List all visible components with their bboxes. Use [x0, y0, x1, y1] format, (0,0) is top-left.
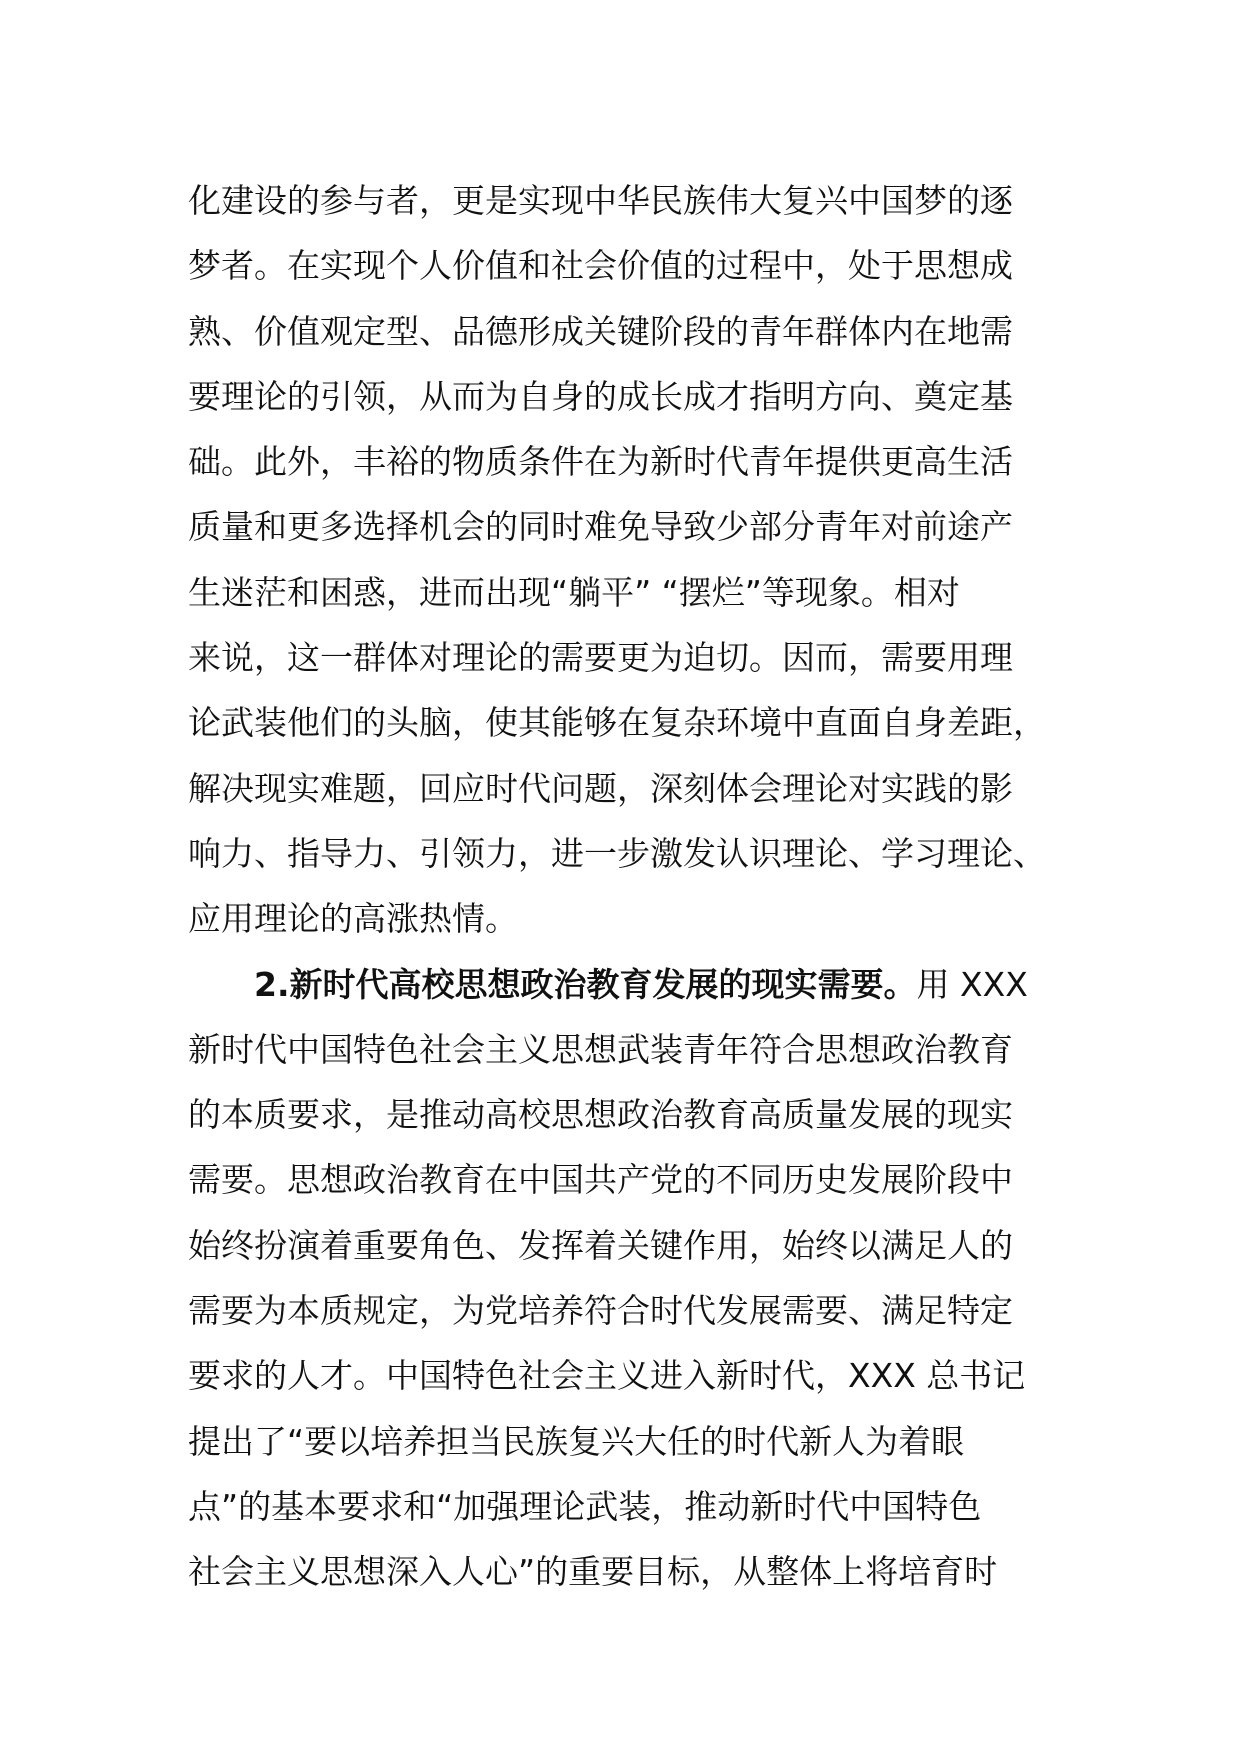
paragraph-2 — [188, 952, 1068, 1605]
text-line: 论武装他们的头脑，使其能够在复杂环境中直面自身差距， — [188, 703, 1046, 743]
text-line: 质量和更多选择机会的同时难免导致少部分青年对前途产 — [188, 507, 1013, 547]
text-line: 化建设的参与者，更是实现中华民族伟大复兴中国梦的逐 — [188, 181, 1013, 220]
text-line: 熟、价值观定型、品德形成关键阶段的青年群体内在地需 — [188, 311, 1013, 351]
text-line: 的本质要求，是推动高校思想政治教育高质量发展的现实 — [188, 1095, 1013, 1135]
text-line: 始终扮演着重要角色、发挥着关键作用，始终以满足人的 — [188, 1225, 1013, 1265]
text-line: 新时代中国特色社会主义思想武装青年符合思想政治教育 — [188, 1029, 1013, 1069]
text-line: 要理论的引领，从而为自身的成长成才指明方向、奠定基 — [188, 376, 1013, 416]
text-line: 要求的人才。中国特色社会主义进入新时代，XXX 总书记 — [188, 1356, 1026, 1396]
section-heading: 2.新时代高校思想政治教育发展的现实需要。 — [254, 964, 917, 1004]
text-line: 社会主义思想深入人心”的重要目标，从整体上将培育时 — [188, 1552, 998, 1592]
text-line: 础。此外，丰裕的物质条件在为新时代青年提供更高生活 — [188, 442, 1013, 482]
text-line: 解决现实难题，回应时代问题，深刻体会理论对实践的影 — [188, 768, 1013, 808]
text-line: 应用理论的高涨热情。 — [188, 899, 518, 939]
text-line: 需要。思想政治教育在中国共产党的不同历史发展阶段中 — [188, 1160, 1013, 1200]
body-text — [188, 168, 1068, 1605]
text-line: 提出了“要以培养担当民族复兴大任的时代新人为着眼 — [188, 1421, 965, 1461]
paragraph-first-line — [188, 952, 1068, 1017]
text-line: 生迷茫和困惑，进而出现“躺平” “摆烂”等现象。相对 — [188, 572, 960, 612]
paragraph-1 — [188, 168, 1068, 952]
text-line: 梦者。在实现个人价值和社会价值的过程中，处于思想成 — [188, 246, 1013, 286]
text-line: 需要为本质规定，为党培养符合时代发展需要、满足特定 — [188, 1291, 1013, 1331]
text-line: 点”的基本要求和“加强理论武装，推动新时代中国特色 — [188, 1486, 982, 1526]
text-line: 来说，这一群体对理论的需要更为迫切。因而，需要用理 — [188, 638, 1013, 678]
text-line: 响力、指导力、引领力，进一步激发认识理论、学习理论、 — [188, 833, 1046, 873]
heading-continuation: 用 XXX — [916, 964, 1028, 1004]
